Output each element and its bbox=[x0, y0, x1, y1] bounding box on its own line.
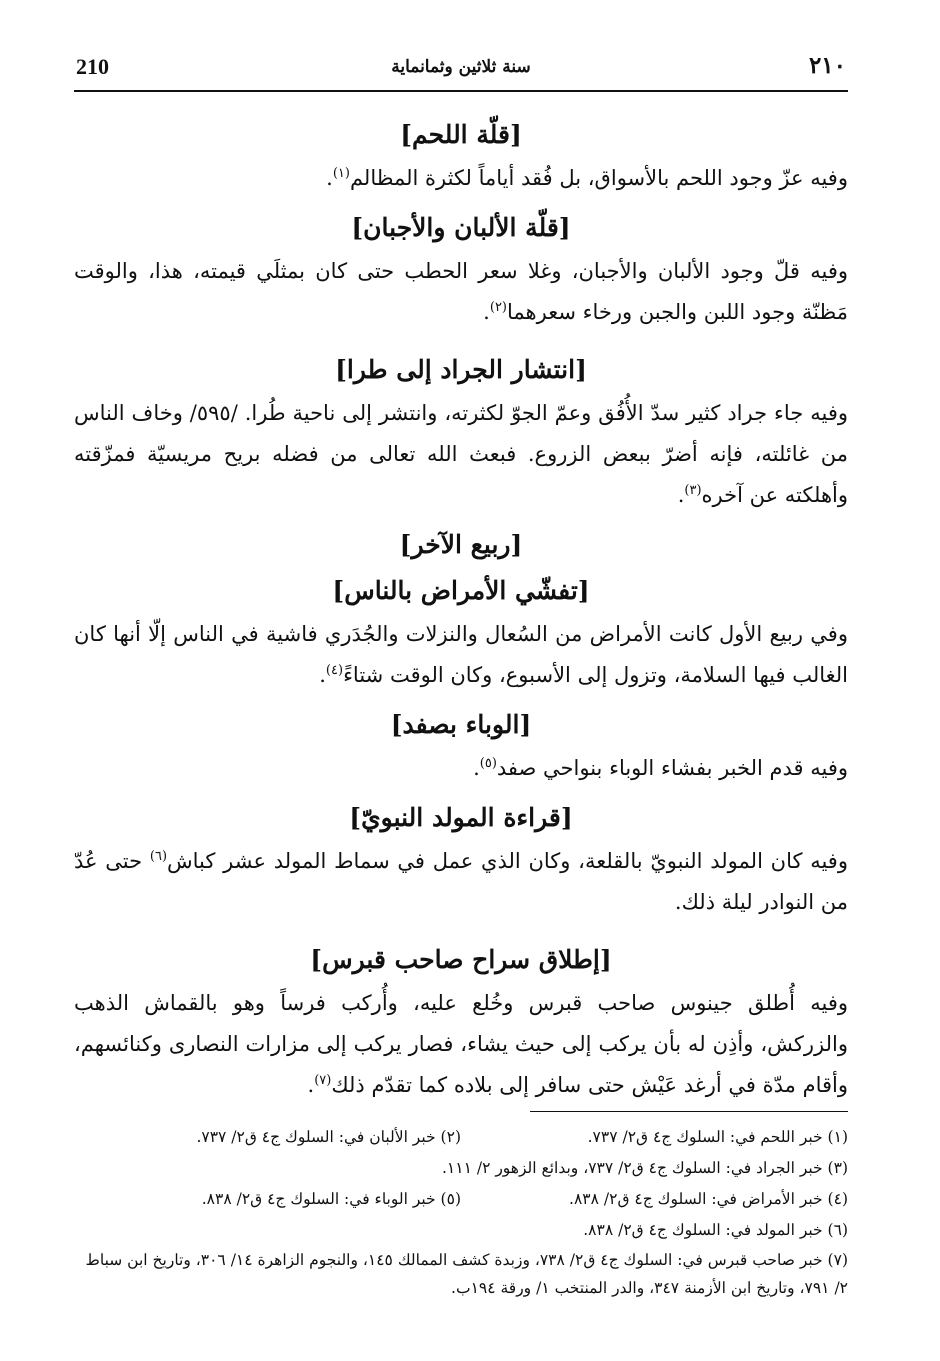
running-title: سنة ثلاثين وثمانماية bbox=[391, 57, 531, 77]
footnote-2: (٢) خبر الألبان في: السلوك ج٤ ق٢/ ٧٣٧. bbox=[196, 1128, 461, 1146]
footnote-row bbox=[74, 1122, 848, 1153]
footnote-ref[interactable]: (٥) bbox=[479, 756, 497, 771]
main-text bbox=[74, 112, 848, 1112]
footnote-1: (١) خبر اللحم في: السلوك ج٤ ق٢/ ٧٣٧. bbox=[587, 1128, 848, 1146]
footnotes bbox=[74, 1122, 848, 1302]
section-heading: [قلّة اللحم] bbox=[400, 120, 522, 149]
footnote-ref[interactable]: (٧) bbox=[314, 1073, 332, 1088]
footnote-5: (٥) خبر الوباء في: السلوك ج٤ ق٢/ ٨٣٨. bbox=[201, 1190, 461, 1208]
paragraph: وفيه قدم الخبر بفشاء الوباء بنواحي صفد$^{(٥)}$. bbox=[473, 756, 848, 780]
paragraph: وفيه جاء جراد كثير سدّ الأُفُق وعمّ الجوّ لكثرته، وانتشر إلى ناحية طُرا. /٥٩٥/ وخاف الناس من غائلته، فإنه أضرّ ببعض الزروع. فبعث الله تعالى من فضله بريح مريسيّة فمزّقته وأهلكته عن آخره$^{(٣)}$. bbox=[74, 401, 848, 507]
footnote-row bbox=[74, 1153, 848, 1184]
footnote-row bbox=[74, 1215, 848, 1246]
section-heading: [قلّة الألبان والأجبان] bbox=[351, 213, 571, 242]
footnote-7: (٧) خبر صاحب قبرس في: السلوك ج٤ ق٢/ ٧٣٨، وزبدة كشف الممالك ١٤٥، والنجوم الزاهرة ١٤/ ٣٠٦، وتاريخ ابن سباط ٢/ ٧٩١، وتاريخ ابن الأزمنة ٣٤٧، والدر المنتخب ١/ ورقة ١٩٤ب. bbox=[85, 1251, 848, 1297]
month-heading: [ربيع الآخر] bbox=[399, 530, 523, 559]
paragraph: وفيه كان المولد النبويّ بالقلعة، وكان الذي عمل في سماط المولد عشر كباش$^{(٦)}$ حتى عُدّ من النوادر ليلة ذلك. bbox=[74, 849, 848, 914]
footnote-ref[interactable]: (٣) bbox=[684, 483, 702, 498]
footnote-4: (٤) خبر الأمراض في: السلوك ج٤ ق٢/ ٨٣٨. bbox=[569, 1190, 848, 1208]
paragraph: وفيه أُطلق جينوس صاحب قبرس وخُلع عليه، وأُركب فرساً وهو بالقماش الذهب والزركش، وأذِن له بأن يركب إلى حيث يشاء، فصار يركب إلى مزارات النصارى وكنائسهم، وأقام مدّة في أرغد عَيْش حتى سافر إلى بلاده كما تقدّم ذلك$^{(٧)}$. bbox=[74, 991, 848, 1097]
paragraph: وفي ربيع الأول كانت الأمراض من السُعال والنزلات والجُدَري فاشية في الناس إلّا أنها كان الغالب فيها السلامة، وتزول إلى الأسبوع، وكان الوقت شتاءً$^{(٤)}$. bbox=[74, 622, 848, 687]
footnote-divider bbox=[530, 1111, 848, 1112]
section-heading: [قراءة المولد النبويّ] bbox=[349, 803, 573, 832]
section-heading: [الوباء بصفد] bbox=[390, 710, 532, 739]
footnote-ref[interactable]: (١) bbox=[332, 166, 350, 181]
page-number-arabic: ٢١٠ bbox=[808, 52, 846, 79]
footnote-row bbox=[74, 1184, 848, 1215]
paragraph: وفيه عزّ وجود اللحم بالأسواق، بل فُقد أياماً لكثرة المظالم$^{(١)}$. bbox=[326, 166, 848, 190]
footnote-ref[interactable]: (٢) bbox=[489, 300, 507, 315]
footnote-row bbox=[74, 1246, 848, 1302]
footnote-3: (٣) خبر الجراد في: السلوك ج٤ ق٢/ ٧٣٧، وبدائع الزهور ٢/ ١١١. bbox=[441, 1159, 848, 1177]
section-heading: [تفشّي الأمراض بالناس] bbox=[332, 576, 590, 605]
footnote-6: (٦) خبر المولد في: السلوك ج٤ ق٢/ ٨٣٨. bbox=[583, 1221, 848, 1239]
page-number-latin: 210 bbox=[76, 54, 109, 79]
section-heading: [إطلاق سراح صاحب قبرس] bbox=[310, 945, 612, 974]
footnote-ref[interactable]: (٤) bbox=[325, 663, 344, 678]
paragraph: وفيه قلّ وجود الألبان والأجبان، وغلا سعر الحطب حتى كان بمثلَي قيمته، هذا، والوقت مَظنّة وجود اللبن والجبن ورخاء سعرهما$^{(٢)}$. bbox=[74, 259, 848, 324]
footnote-ref[interactable]: (٦) bbox=[149, 849, 168, 864]
running-header bbox=[74, 50, 848, 92]
section-heading: [انتشار الجراد إلى طرا] bbox=[335, 355, 587, 384]
